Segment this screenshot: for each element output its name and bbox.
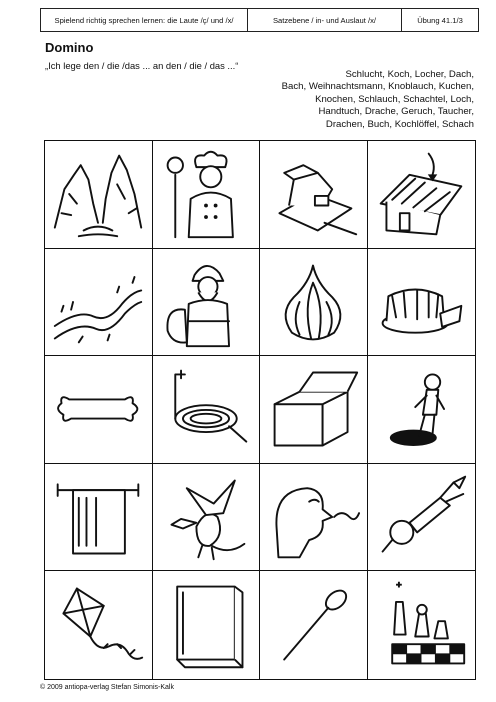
header-topic: Spielend richtig sprechen lernen: die Laute /ç/ und /x/ (41, 9, 248, 31)
smell-icon (265, 469, 361, 565)
chef-icon (158, 146, 254, 242)
dach-picture (368, 141, 476, 249)
buch-picture (153, 571, 261, 679)
kuchen-picture (368, 249, 476, 357)
garlic-icon (265, 254, 361, 350)
kite-icon (50, 577, 146, 673)
taucher-picture (368, 464, 476, 572)
stream-icon (50, 254, 146, 350)
schlauch-picture (153, 356, 261, 464)
page-title: Domino (45, 40, 94, 55)
geruch-picture (260, 464, 368, 572)
bach-picture (45, 249, 153, 357)
schlucht-picture (45, 141, 153, 249)
hole-icon (373, 361, 469, 457)
schach-picture (368, 571, 476, 679)
word-line: Drachen, Buch, Kochlöffel, Schach (325, 118, 474, 130)
loch-picture (368, 356, 476, 464)
knoblauch-picture (260, 249, 368, 357)
santa-icon (158, 254, 254, 350)
bone-icon (50, 361, 146, 457)
header-exercise-number: Übung 41.1/3 (417, 15, 463, 25)
copyright-footer: © 2009 antiopa-verlag Stefan Simonis-Kalk (40, 684, 174, 691)
word-line: Schlucht, Koch, Locher, Dach, (345, 69, 474, 80)
instruction-sentence: „Ich lege den / die /das ... an den / die / das ...“ (45, 60, 239, 71)
drachen-picture (45, 571, 153, 679)
drache-picture (153, 464, 261, 572)
hose-icon (158, 361, 254, 457)
schachtel-picture (260, 356, 368, 464)
dragon-icon (158, 469, 254, 565)
house-roof-icon (373, 146, 469, 242)
chess-icon (373, 577, 469, 673)
box-icon (265, 361, 361, 457)
word-list (174, 69, 474, 131)
header-level: Satzebene / in- und Auslaut /x/ (248, 9, 402, 31)
weihnachtsmann-picture (153, 249, 261, 357)
word-line: Knochen, Schlauch, Schachtel, Loch, (315, 93, 474, 105)
cake-icon (373, 254, 469, 350)
word-line: Handtuch, Drache, Geruch, Taucher, (318, 106, 474, 118)
diver-icon (373, 469, 469, 565)
koch-picture (153, 141, 261, 249)
kochloeffel-picture (260, 571, 368, 679)
book-icon (158, 577, 254, 673)
worksheet-header (40, 8, 479, 32)
domino-picture-grid (44, 140, 476, 680)
hole-punch-icon (265, 146, 361, 242)
gorge-icon (50, 146, 146, 242)
locher-picture (260, 141, 368, 249)
wooden-spoon-icon (265, 577, 361, 673)
word-line: Bach, Weihnachtsmann, Knoblauch, Kuchen, (281, 81, 474, 93)
handtuch-picture (45, 464, 153, 572)
towel-icon (50, 469, 146, 565)
knochen-picture (45, 356, 153, 464)
